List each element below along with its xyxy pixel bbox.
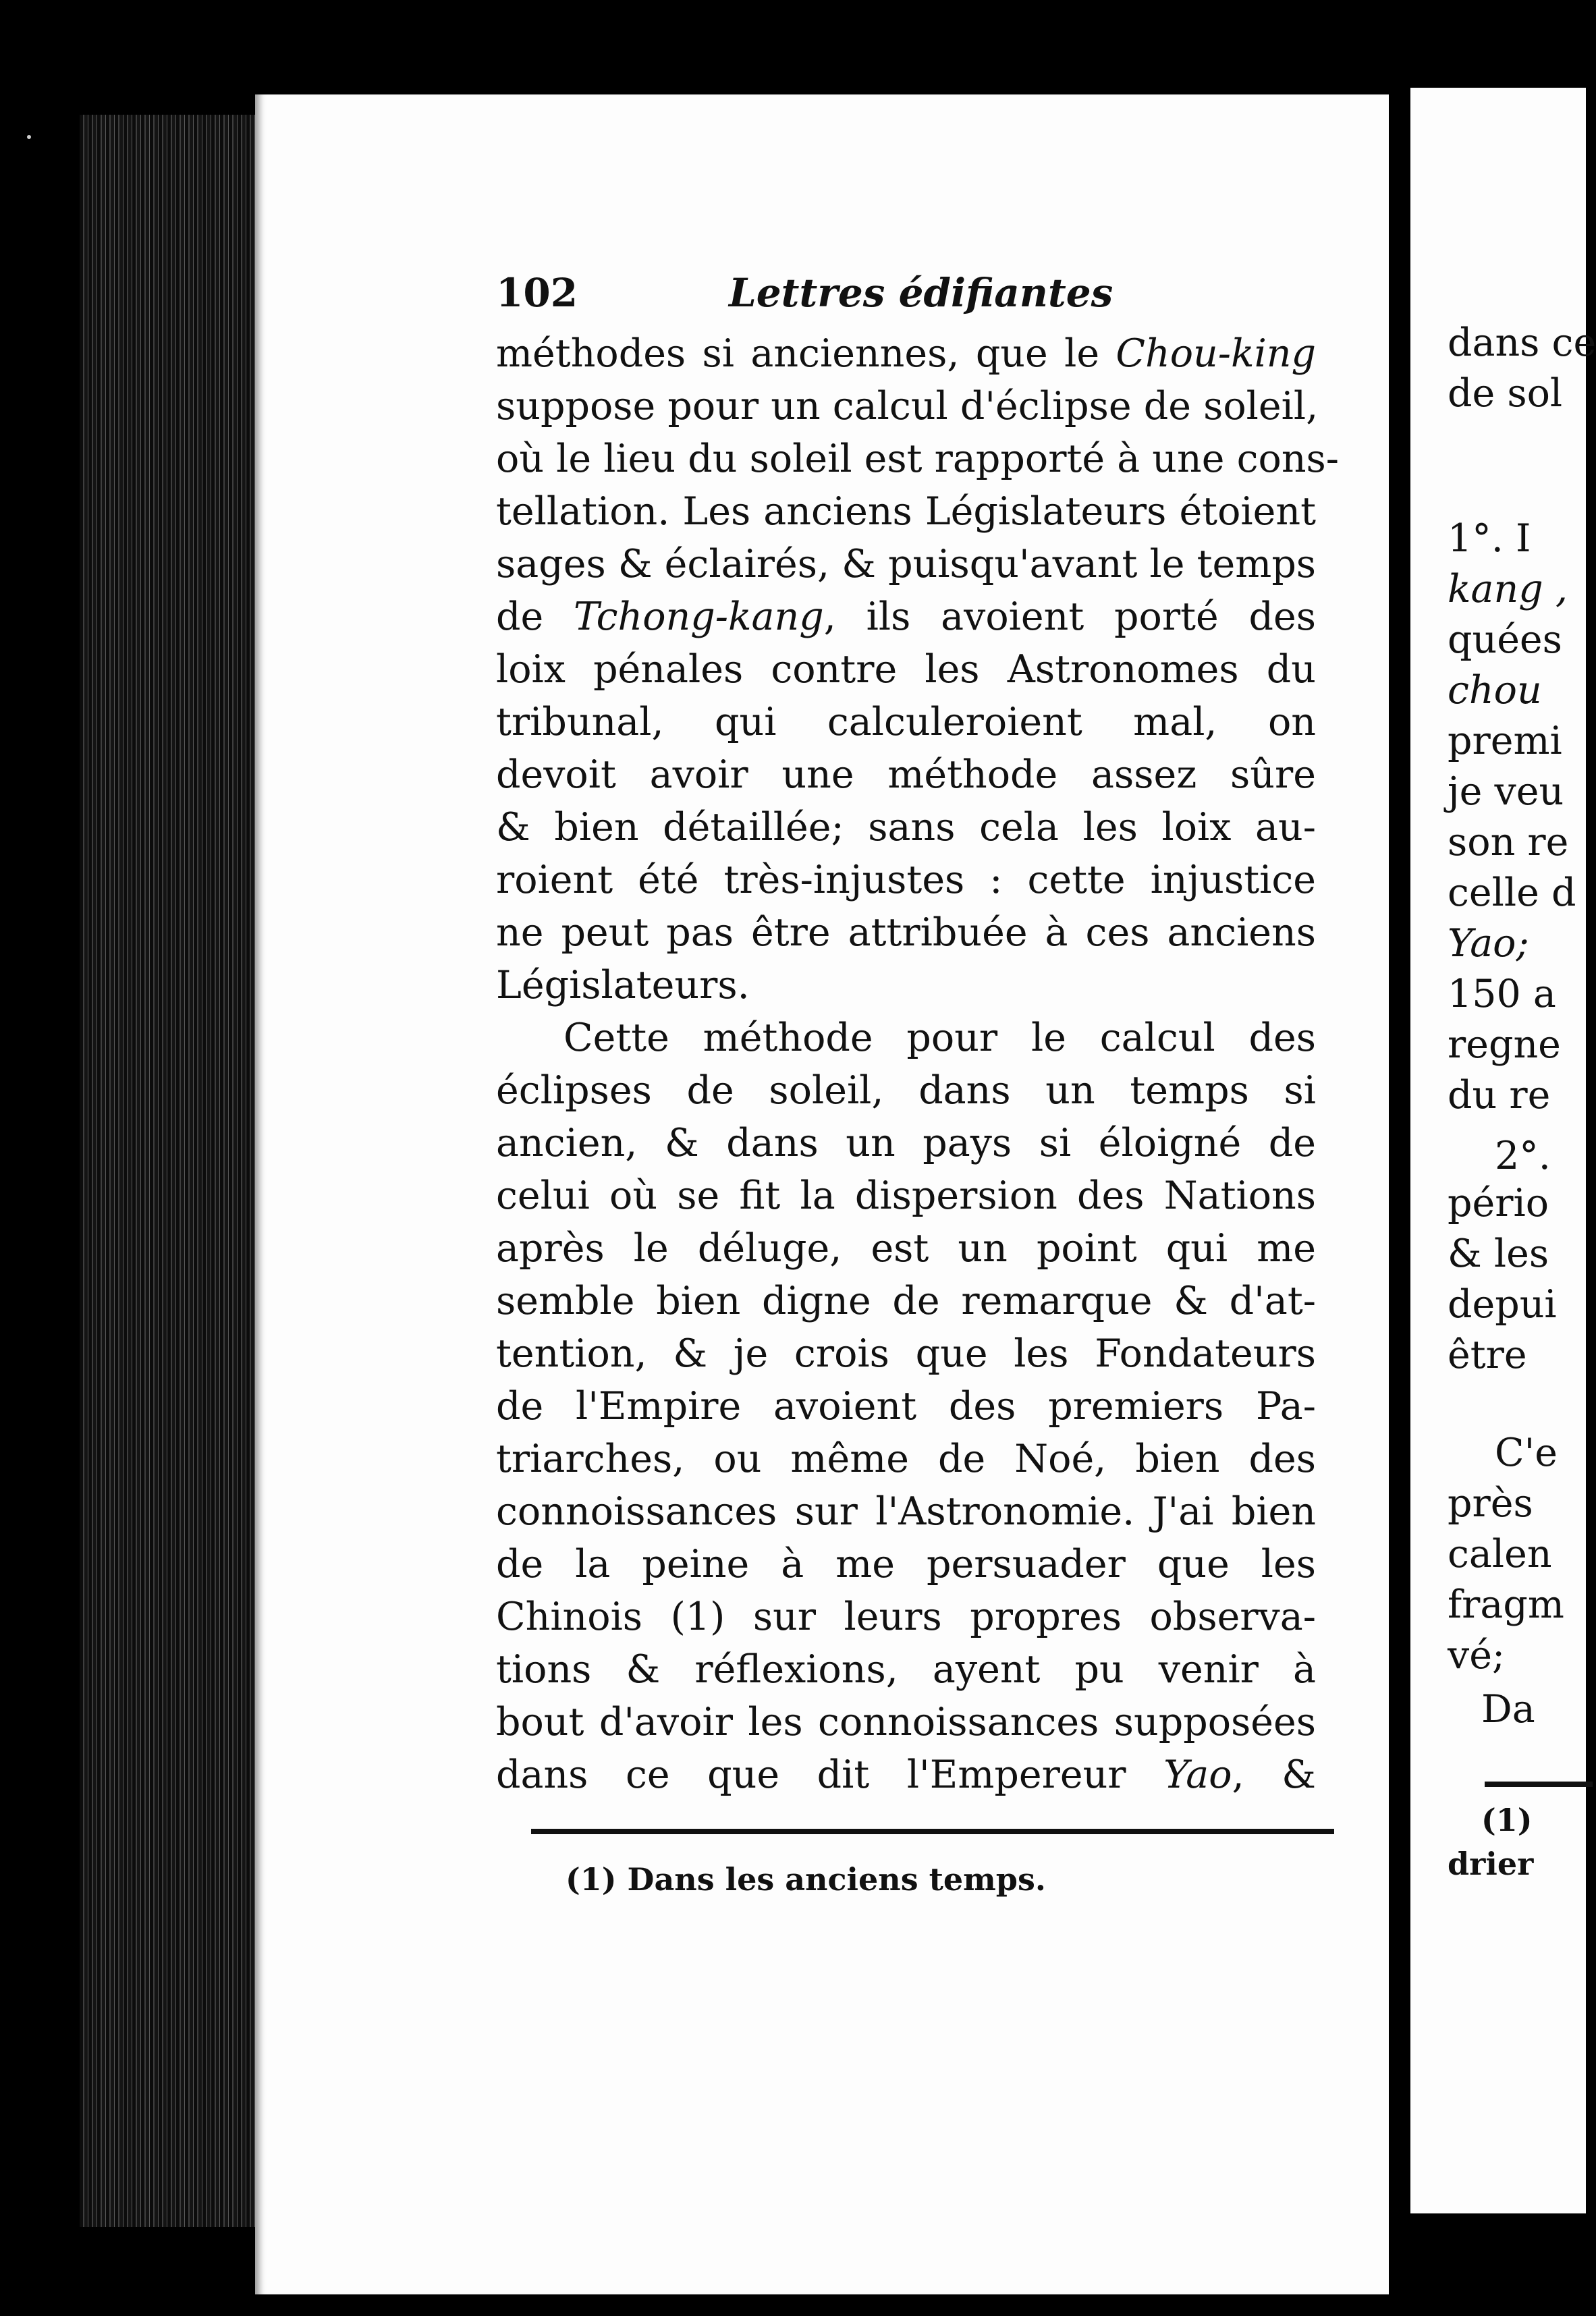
next-page-fragment: fragm <box>1448 1582 1564 1627</box>
text-line: éclipses de soleil, dans un temps si <box>496 1068 1316 1113</box>
text-line: méthodes si anciennes, que le Chou-king <box>496 331 1316 376</box>
next-page-fragment: premi <box>1448 719 1562 763</box>
running-head <box>496 270 1306 324</box>
text-line: sages & éclairés, & puisqu'avant le temps <box>496 542 1317 586</box>
text-line: tellation. Les anciens Législateurs étoient <box>496 489 1316 534</box>
text-line: triarches, ou même de Noé, bien des <box>496 1437 1316 1481</box>
next-page-fragment: & les <box>1448 1232 1549 1276</box>
next-page-fragment: chou <box>1448 668 1542 713</box>
next-page-fragment: regne <box>1448 1022 1561 1067</box>
text-line: loix pénales contre les Astronomes du <box>496 647 1316 692</box>
running-title: Lettres édifiantes <box>729 270 1113 316</box>
next-page-fragment: son re <box>1448 820 1569 864</box>
text-line: Cette méthode pour le calcul des <box>563 1016 1316 1060</box>
text-line: bout d'avoir les connoissances supposées <box>496 1700 1316 1744</box>
footnote: (1) Dans les anciens temps. <box>566 1861 1046 1898</box>
next-page-fragment: Da <box>1481 1687 1535 1732</box>
next-page-fragment: drier <box>1448 1846 1534 1882</box>
text-line: connoissances sur l'Astronomie. J'ai bien <box>496 1489 1316 1534</box>
text-line: Législateurs. <box>496 963 750 1008</box>
next-page-fragment: (1) <box>1481 1802 1533 1838</box>
next-page-fragment: dans ce <box>1448 321 1596 365</box>
next-page-fragment: calen <box>1448 1532 1552 1576</box>
next-page-fragment: 1°. I <box>1448 516 1531 561</box>
next-page-fragment: du re <box>1448 1073 1551 1118</box>
next-page-fragment: de sol <box>1448 371 1563 416</box>
text-line: roient été très-injustes : cette injustice <box>496 858 1316 902</box>
text-line: Chinois (1) sur leurs propres observa- <box>496 1595 1316 1639</box>
next-page-fragment: 2°. <box>1495 1134 1551 1178</box>
next-page-fragment: kang , <box>1448 567 1568 611</box>
next-page-fragment: être <box>1448 1333 1527 1377</box>
text-line: semble bien digne de remarque & d'at- <box>496 1279 1316 1323</box>
text-line: dans ce que dit l'Empereur Yao, & <box>496 1753 1316 1797</box>
text-line: où le lieu du soleil est rapporté à une cons- <box>496 437 1340 481</box>
next-page-fragment: je veu <box>1448 769 1564 814</box>
next-page-fragment: C'e <box>1495 1431 1558 1475</box>
next-page-fragment: vé; <box>1448 1633 1506 1678</box>
next-page-fragment: 150 a <box>1448 972 1556 1016</box>
text-line: celui où se fit la dispersion des Nations <box>496 1174 1316 1218</box>
next-page-text <box>1448 0 1596 2316</box>
footnote-rule <box>531 1829 1334 1834</box>
text-line: tribunal, qui calculeroient mal, on <box>496 700 1316 744</box>
book-page-edges <box>80 115 258 2227</box>
next-page-fragment: depui <box>1448 1282 1557 1327</box>
next-page-fragment: quées <box>1448 617 1562 662</box>
text-line: suppose pour un calcul d'éclipse de soleil, <box>496 384 1319 429</box>
next-page-fragment: près <box>1448 1481 1533 1526</box>
text-line: tions & réflexions, ayent pu venir à <box>496 1647 1316 1692</box>
text-line: ancien, & dans un pays si éloigné de <box>496 1121 1316 1165</box>
next-page-fragment: Yao; <box>1448 921 1529 966</box>
text-line: de la peine à me persuader que les <box>496 1542 1316 1587</box>
text-line: de Tchong-kang, ils avoient porté des <box>496 595 1316 639</box>
text-line: devoit avoir une méthode assez sûre <box>496 752 1316 797</box>
text-line: tention, & je crois que les Fondateurs <box>496 1331 1316 1376</box>
text-line: de l'Empire avoient des premiers Pa- <box>496 1384 1316 1429</box>
next-page-fragment: pério <box>1448 1181 1549 1225</box>
next-page-fragment: celle d <box>1448 871 1576 915</box>
body-text <box>496 327 1340 1801</box>
text-line: après le déluge, est un point qui me <box>496 1226 1316 1271</box>
page-number: 102 <box>496 270 578 316</box>
dust-speck <box>27 135 31 139</box>
text-line: & bien détaillée; sans cela les loix au- <box>496 805 1316 850</box>
text-line: ne peut pas être attribuée à ces anciens <box>496 910 1316 955</box>
